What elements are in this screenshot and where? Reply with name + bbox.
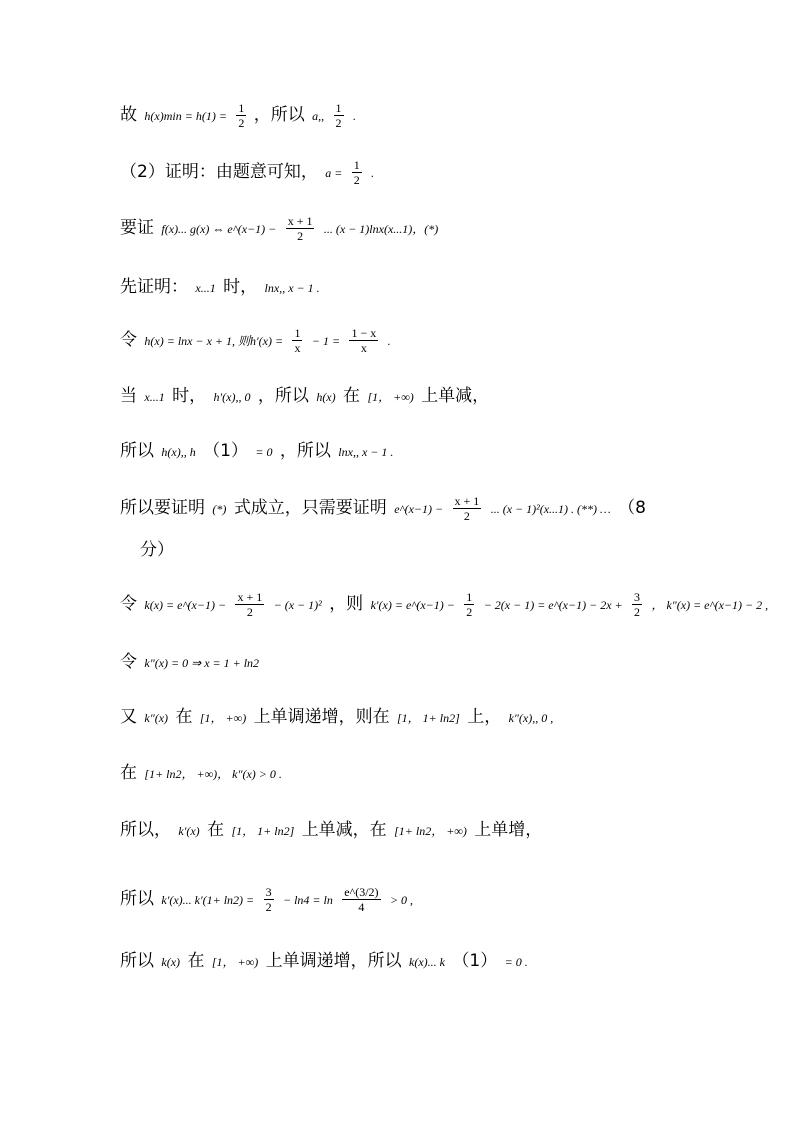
line3-math-b: ... (x − 1)lnx(x...1)，(*): [323, 222, 439, 236]
line7-text-a: 所以: [120, 441, 154, 461]
line4-text-b: 时，: [223, 277, 258, 297]
line1-fraction-b-den: 2: [335, 116, 342, 130]
line3-fraction-a-num: x + 1: [287, 214, 313, 228]
line16-text-a: 所以: [120, 951, 154, 971]
line1-end: .: [352, 109, 356, 123]
text-line-16: [120, 949, 530, 974]
line5-fraction-b-num: 1 − x: [351, 326, 377, 340]
line2-text-a: （2）证明：由题意可知，: [120, 162, 318, 182]
line8-fraction-a: [453, 494, 482, 523]
line15-fraction-a: [264, 885, 274, 914]
line14-text-d: 上单增，: [474, 820, 543, 840]
line10-text-b: ，则: [329, 594, 364, 614]
line16-math-b: [1， +∞): [211, 955, 259, 969]
text-line-10: [120, 590, 770, 619]
line10-fraction-c-num: 3: [634, 590, 641, 604]
line12-text-d: 上，: [467, 707, 502, 727]
line4-math-a: x...1: [195, 281, 216, 295]
line8-math-a: (*): [212, 502, 227, 516]
line13-math-a: [1+ ln2， +∞)， k″(x) > 0 .: [144, 767, 282, 781]
line10-math-b: − (x − 1)²: [273, 598, 322, 612]
line12-text-b: 在: [175, 707, 193, 727]
line3-math-a: f(x)... g(x) ⇔ e^(x−1) −: [161, 222, 277, 236]
line8-fraction-a-den: 2: [463, 509, 470, 523]
line2-math-a: a =: [325, 166, 343, 180]
text-line-3: [120, 214, 440, 243]
line6-text-e: 上单减，: [421, 386, 490, 406]
line5-text-a: 令: [120, 330, 137, 350]
line1-fraction-b-num: 1: [335, 101, 342, 115]
line6-math-c: h(x): [316, 390, 336, 404]
line14-text-a: 所以，: [120, 820, 171, 840]
line5-fraction-a: [292, 326, 302, 355]
text-line-4: [120, 275, 322, 300]
line15-fraction-a-num: 3: [265, 885, 272, 899]
line2-fraction-a: [352, 158, 362, 187]
line7-text-b: （1）: [203, 441, 248, 461]
text-line-13: [120, 761, 284, 786]
line12-text-c: 上单调递增，则在: [253, 707, 390, 727]
line14-math-a: k′(x): [178, 824, 200, 838]
line1-fraction-a: [236, 101, 246, 130]
line10-text-a: 令: [120, 594, 137, 614]
line5-end: .: [387, 334, 391, 348]
line1-fraction-b: [334, 101, 344, 130]
line15-text-a: 所以: [120, 889, 154, 909]
line5-fraction-a-num: 1: [294, 326, 301, 340]
line8-text-b: 式成立，只需要证明: [233, 498, 387, 518]
line12-math-a: k″(x): [144, 711, 169, 725]
text-line-9: [140, 538, 174, 562]
line8-fraction-a-num: x + 1: [454, 494, 480, 508]
text-line-6: [120, 384, 489, 409]
line4-math-b: lnx,, x − 1 .: [264, 281, 320, 295]
text-line-1: [120, 101, 358, 130]
text-line-8: [120, 494, 646, 523]
line16-text-c: 上单调递增，所以: [265, 951, 402, 971]
line8-text-c: （8: [618, 498, 646, 518]
line12-math-d: k″(x),, 0 ,: [508, 711, 554, 725]
line6-math-a: x...1: [144, 390, 165, 404]
line15-fraction-a-den: 2: [265, 900, 272, 914]
line14-math-c: [1+ ln2， +∞): [394, 824, 467, 838]
line6-math-d: [1， +∞): [367, 390, 414, 404]
line1-math-b: a,,: [312, 109, 325, 123]
line11-text-a: 令: [120, 652, 137, 672]
line8-math-c: ... (x − 1)²(x...1) . (**) …: [490, 502, 611, 516]
line10-fraction-c: [632, 590, 642, 619]
line2-end: .: [371, 166, 375, 180]
line15-math-c: > 0 ,: [389, 893, 414, 907]
line15-fraction-b: [342, 885, 380, 914]
line16-math-a: k(x): [161, 955, 181, 969]
line10-math-c: k′(x) = e^(x−1) −: [370, 598, 455, 612]
line7-text-c: ，所以: [279, 441, 331, 461]
text-line-12: [120, 705, 555, 730]
line16-math-d: = 0 .: [504, 955, 528, 969]
line15-fraction-b-num: e^(3/2): [344, 885, 379, 899]
line12-math-c: [1， 1+ ln2]: [397, 711, 460, 725]
line5-fraction-b: [349, 326, 378, 355]
line2-fraction-a-den: 2: [353, 173, 360, 187]
line15-math-b: − ln4 = ln: [282, 893, 333, 907]
line10-fraction-a-den: 2: [246, 605, 253, 619]
line14-text-c: 上单减，在: [301, 820, 387, 840]
line3-text-a: 要证: [120, 218, 154, 238]
line16-math-c: k(x)... k: [409, 955, 445, 969]
line10-math-a: k(x) = e^(x−1) −: [144, 598, 227, 612]
line5-fraction-a-den: x: [294, 341, 301, 355]
line1-fraction-a-den: 2: [238, 116, 245, 130]
line5-fraction-b-den: x: [360, 341, 367, 355]
line10-math-d: − 2(x − 1) = e^(x−1) − 2x +: [483, 598, 623, 612]
line8-text-a: 所以要证明: [120, 498, 205, 518]
line5-math-a: h(x) = lnx − x + 1, 则h′(x) =: [144, 334, 284, 348]
line12-text-a: 又: [120, 707, 137, 727]
line13-text-a: 在: [120, 763, 137, 783]
line3-fraction-a: [286, 214, 315, 243]
line14-math-b: [1， 1+ ln2]: [231, 824, 295, 838]
line7-math-a: h(x),, h: [161, 445, 196, 459]
line10-math-e: ， k″(x) = e^(x−1) − 2 ,: [651, 598, 769, 612]
line15-fraction-b-den: 4: [358, 900, 365, 914]
line6-math-b: h′(x),, 0: [213, 390, 251, 404]
line7-math-c: lnx,, x − 1 .: [338, 445, 394, 459]
text-line-15: [120, 885, 415, 914]
text-line-2: [120, 158, 376, 187]
line6-text-c: ，所以: [257, 386, 309, 406]
line1-fraction-a-num: 1: [238, 101, 245, 115]
line6-text-d: 在: [343, 386, 361, 406]
line10-fraction-b: [464, 590, 474, 619]
line6-text-b: 时，: [172, 386, 207, 406]
text-line-7: [120, 439, 395, 464]
line8-math-b: e^(x−1) −: [394, 502, 444, 516]
line16-text-d: （1）: [452, 951, 498, 971]
line10-fraction-b-den: 2: [466, 605, 473, 619]
line10-fraction-b-num: 1: [466, 590, 473, 604]
line1-text-b: ，所以: [253, 105, 305, 125]
line11-math-a: k″(x) = 0 ⇒ x = 1 + ln2: [144, 656, 260, 670]
text-line-5: [120, 326, 393, 355]
line1-math-a: h(x)min = h(1) =: [144, 109, 227, 123]
line12-math-b: [1， +∞): [199, 711, 247, 725]
line16-text-b: 在: [187, 951, 205, 971]
text-line-11: [120, 650, 261, 675]
line9-text-a: 分）: [140, 540, 174, 560]
text-line-14: [120, 818, 542, 843]
line10-fraction-a-num: x + 1: [237, 590, 263, 604]
line3-fraction-a-den: 2: [297, 229, 304, 243]
line7-math-b: = 0: [255, 445, 273, 459]
line6-text-a: 当: [120, 386, 137, 406]
line10-fraction-c-den: 2: [634, 605, 641, 619]
line2-fraction-a-num: 1: [353, 158, 360, 172]
line4-text-a: 先证明：: [120, 277, 188, 297]
line1-text-a: 故: [120, 105, 137, 125]
line10-fraction-a: [235, 590, 264, 619]
line5-math-b: − 1 =: [311, 334, 341, 348]
line15-math-a: k′(x)... k′(1+ ln2) =: [161, 893, 255, 907]
line14-text-b: 在: [207, 820, 225, 840]
